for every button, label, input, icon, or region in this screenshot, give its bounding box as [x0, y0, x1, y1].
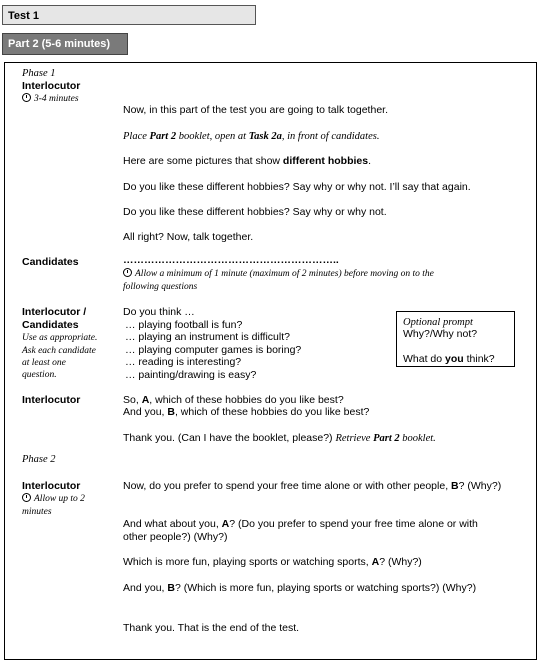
candidates-dots: ……………………………………………………..: [123, 254, 339, 266]
candidates-note-1: Allow a minimum of 1 minute (maximum of 2 minutes) before moving on to the: [123, 268, 434, 281]
candidates-note-2: following questions: [123, 282, 198, 292]
phase2-label: Phase 2: [22, 454, 56, 465]
clock-icon: [22, 493, 31, 502]
ic-item-1: … playing football is fun?: [125, 319, 243, 331]
prompt-title: Optional prompt: [403, 317, 473, 328]
phase2-q1: Now, do you prefer to spend your free time alone or with other people, B? (Why?): [123, 480, 502, 492]
phase1-line-3: Do you like these different hobbies? Say why or why not. I’ll say that again.: [123, 181, 471, 193]
interloc-thanks: Thank you. (Can I have the booklet, please?) Retrieve Part 2 booklet.: [123, 432, 436, 444]
ic-side-1: Use as appropriate.: [22, 333, 98, 343]
phase1-role: Interlocutor: [22, 80, 81, 92]
clock-icon: [123, 268, 132, 277]
ic-item-4: … reading is interesting?: [125, 356, 242, 368]
phase1-time: 3-4 minutes: [22, 93, 79, 106]
phase1-line-5: All right? Now, talk together.: [123, 231, 254, 243]
prompt-line-2: What do you think?: [403, 353, 495, 365]
ic-item-3: … playing computer games is boring?: [125, 344, 302, 356]
prompt-line-1: Why?/Why not?: [403, 328, 478, 340]
phase2-end: Thank you. That is the end of the test.: [123, 622, 300, 634]
ic-item-2: … playing an instrument is difficult?: [125, 331, 290, 343]
ic-side-2: Ask each candidate: [22, 346, 96, 356]
phase1-label: Phase 1: [22, 68, 56, 79]
ic-side-4: question.: [22, 370, 57, 380]
phase1-line-1: Now, in this part of the test you are going to talk together.: [123, 104, 388, 116]
phase2-q3: Which is more fun, playing sports or watching sports, A? (Why?): [123, 556, 422, 568]
phase2-q2: And what about you, A? (Do you prefer to spend your free time alone or with: [123, 518, 478, 530]
phase1-line-4: Do you like these different hobbies? Say why or why not.: [123, 206, 387, 218]
phase2-time-2: minutes: [22, 507, 52, 517]
part-header: [2, 33, 128, 55]
clock-icon: [22, 93, 31, 102]
phase2-q4: And you, B? (Which is more fun, playing sports or watching sports?) (Why?): [123, 582, 477, 594]
test-header: [2, 5, 256, 25]
phase2-q2-cont: other people?) (Why?): [123, 531, 228, 543]
phase2-time-1: Allow up to 2: [22, 493, 85, 506]
ic-label-2: Candidates: [22, 319, 79, 331]
ic-intro: Do you think …: [123, 306, 195, 318]
ic-label-1: Interlocutor /: [22, 306, 87, 318]
ic-side-3: at least one: [22, 358, 66, 368]
interloc-q2: And you, B, which of these hobbies do you like best?: [123, 406, 370, 418]
phase2-role: Interlocutor: [22, 480, 81, 492]
phase1-line-2: Here are some pictures that show different hobbies.: [123, 155, 372, 167]
interloc-q1: So, A, which of these hobbies do you like best?: [123, 394, 344, 406]
interlocutor-label: Interlocutor: [22, 394, 81, 406]
part-title: Part 2 (5-6 minutes): [8, 38, 111, 50]
test-title: Test 1: [8, 10, 39, 22]
candidates-label: Candidates: [22, 256, 79, 268]
phase1-instruction: Place Part 2 booklet, open at Task 2a, in front of candidates.: [123, 131, 380, 142]
ic-item-5: … painting/drawing is easy?: [125, 369, 257, 381]
